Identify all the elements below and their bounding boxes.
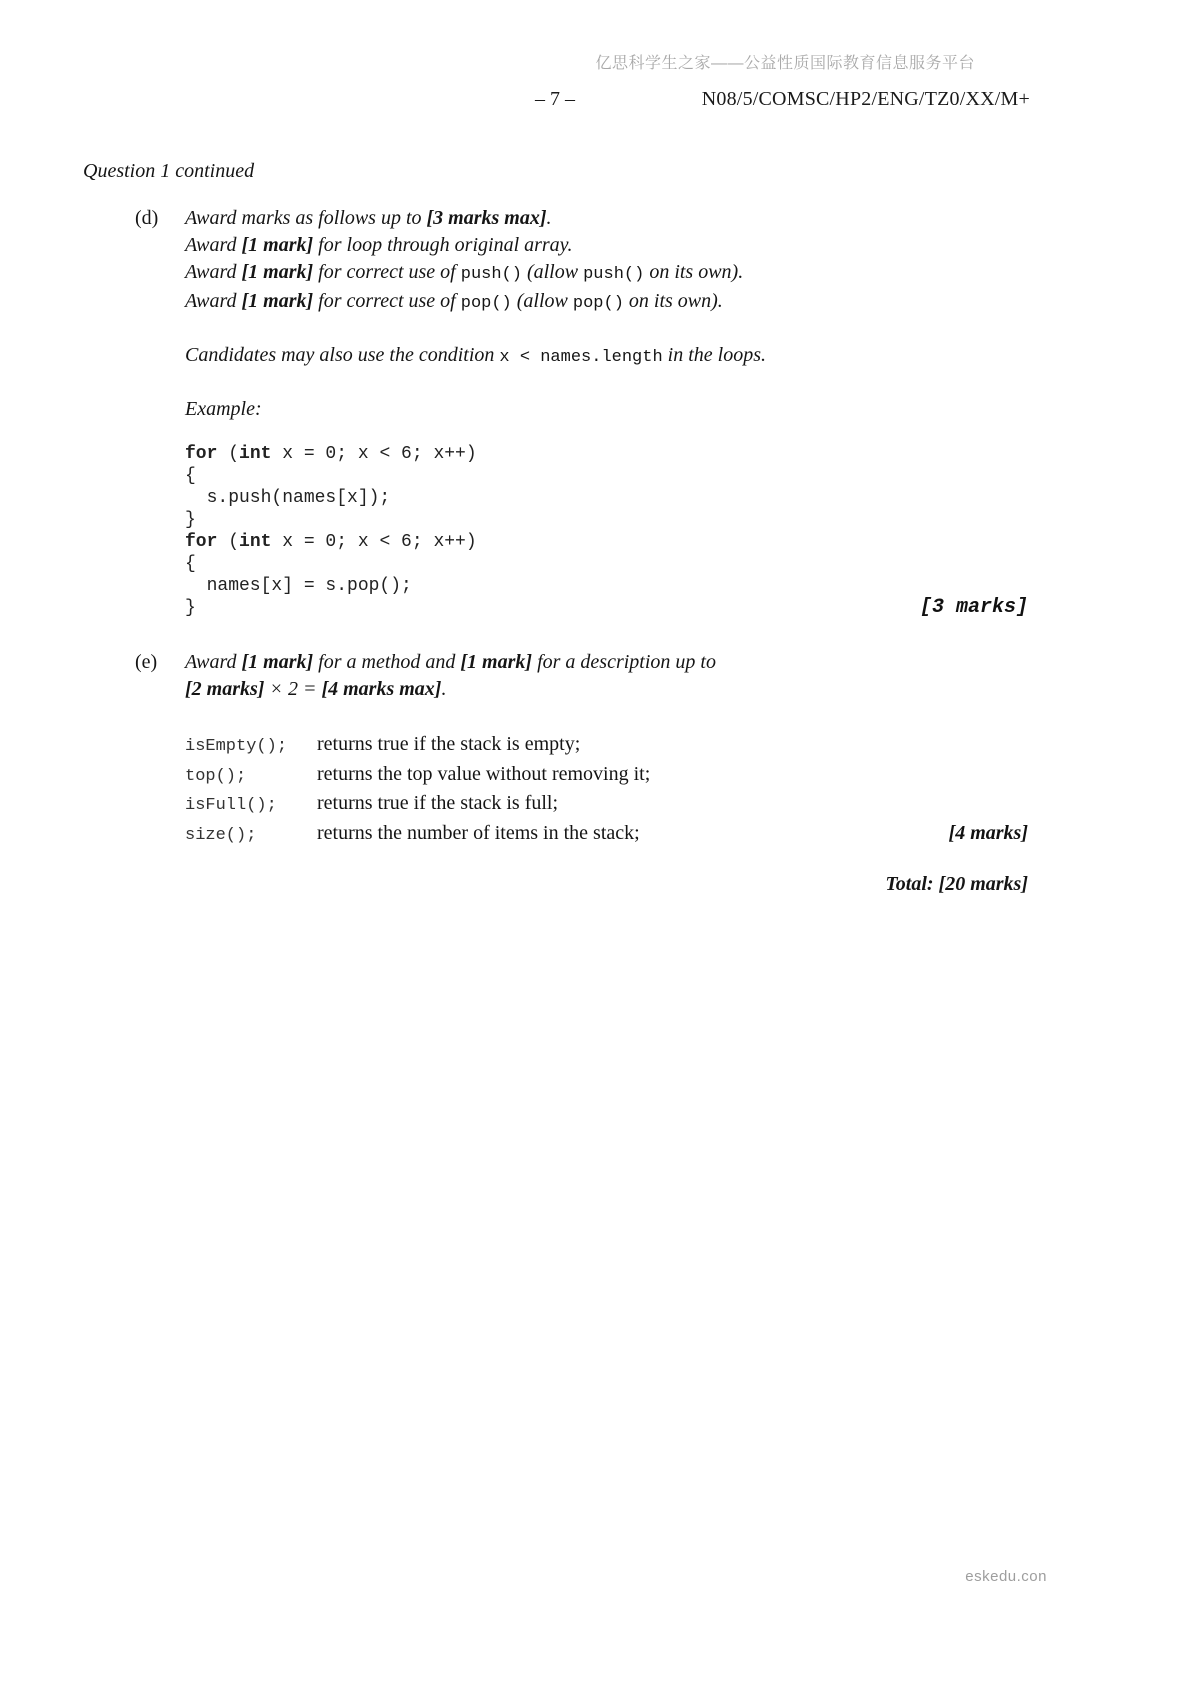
part-d-marks-badge: [3 marks] (919, 596, 1028, 619)
part-d-award-line: Award [1 mark] for correct use of push() (allow push() on its own). (185, 261, 744, 284)
method-code: top(); (185, 766, 247, 786)
method-description: returns true if the stack is full; (317, 792, 559, 814)
method-description: returns the number of items in the stack; (317, 821, 640, 844)
part-e-marks-badge: [4 marks] (948, 821, 1028, 844)
example-label: Example: (185, 398, 262, 420)
code-line: names[x] = s.pop(); (185, 576, 412, 596)
method-code: isEmpty(); (185, 737, 288, 756)
method-code: isFull(); (185, 796, 277, 815)
code-line: for (int x = 0; x < 6; x++) (185, 532, 477, 552)
method-description: returns the top value without removing it; (317, 762, 651, 785)
method-code: size(); (185, 825, 257, 845)
code-example-block (185, 443, 1028, 619)
code-line: s.push(names[x]); (185, 488, 391, 508)
page-number: – 7 – (535, 88, 575, 110)
question-continued-title: Question 1 continued (83, 160, 255, 182)
code-closing-brace: } (185, 598, 196, 618)
part-d-body (185, 205, 1028, 619)
part-d-label: (d) (135, 207, 159, 229)
top-watermark: 亿思科学生之家——公益性质国际教育信息服务平台 (595, 55, 975, 72)
part-d-award-line: Award [1 mark] for loop through original array. (185, 234, 573, 256)
method-row (185, 761, 1028, 791)
page-content (83, 158, 1028, 896)
code-line: } (185, 510, 196, 530)
bottom-watermark: eskedu.con (965, 1568, 1047, 1585)
part-d-note: Candidates may also use the condition x < names.length in the loops. (185, 344, 766, 367)
part-d-award-line: Award marks as follows up to [3 marks max]. (185, 207, 552, 229)
method-row (185, 731, 1028, 761)
methods-list (185, 731, 1028, 849)
code-line: { (185, 554, 196, 574)
total-marks: Total: [20 marks] (885, 873, 1028, 895)
part-e (83, 649, 1028, 849)
part-e-award-line: [2 marks] × 2 = [4 marks max]. (185, 678, 447, 700)
part-d-award-line: Award [1 mark] for correct use of pop() (allow pop() on its own). (185, 290, 723, 313)
code-line: { (185, 466, 196, 486)
part-e-award-line: Award [1 mark] for a method and [1 mark] for a description up to (185, 651, 716, 673)
exam-code: N08/5/COMSC/HP2/ENG/TZ0/XX/M+ (701, 88, 1030, 110)
part-d (83, 205, 1028, 619)
part-e-label: (e) (135, 651, 158, 673)
part-e-body (185, 649, 1028, 849)
method-row-with-marks (185, 820, 1028, 850)
method-row (185, 790, 1028, 820)
code-line-with-marks (185, 597, 1028, 619)
code-line: for (int x = 0; x < 6; x++) (185, 444, 477, 464)
method-description: returns true if the stack is empty; (317, 733, 581, 755)
